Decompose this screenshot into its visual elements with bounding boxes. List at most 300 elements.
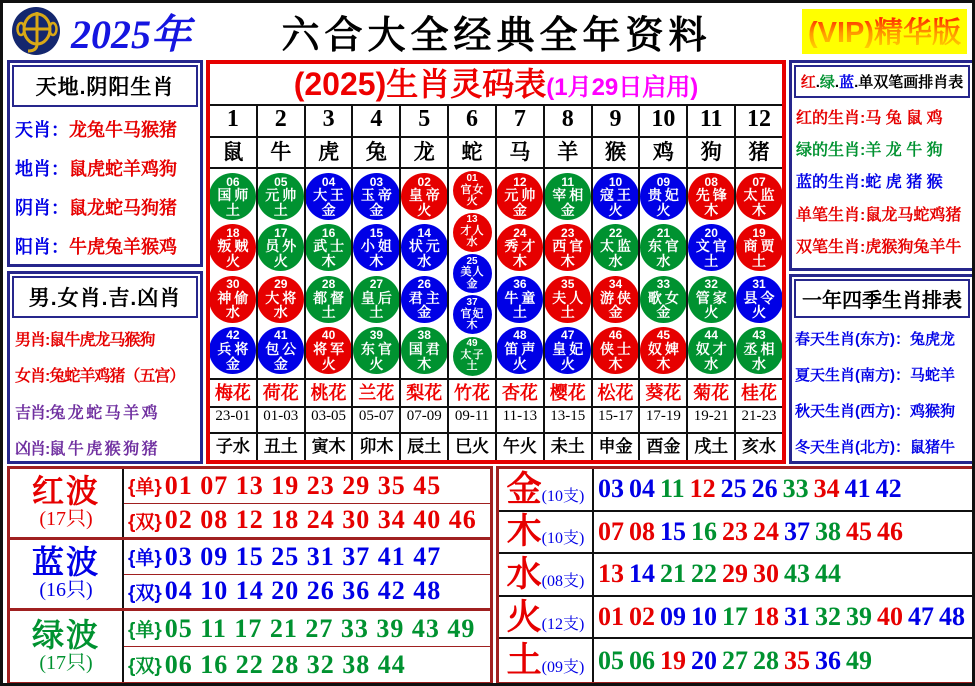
element-number: 36 (815, 645, 841, 675)
ball-title: 县令 (743, 289, 778, 306)
element-number: 11 (660, 474, 685, 504)
ball-title: 国君 (408, 340, 443, 357)
ball-title: 东官 (360, 340, 395, 357)
column-flower: 桃花 (306, 380, 352, 408)
element-number: 14 (629, 559, 655, 589)
number-ball (306, 173, 352, 220)
ball-element: 金 (369, 201, 384, 218)
ball-number: 02 (417, 174, 431, 189)
row-label: 冬天生肖(北方)： (795, 438, 910, 456)
wave-odd-row (124, 540, 490, 575)
column-zodiac: 狗 (688, 138, 734, 169)
odd-tag: {单} (128, 477, 162, 499)
ball-number: 20 (704, 225, 718, 240)
row-value: 龙兔牛马猴猪 (69, 119, 177, 140)
element-number: 09 (660, 602, 686, 632)
column-hours: 05-07 (353, 408, 399, 434)
row-value: 鼠龙蛇马狗猪 (69, 197, 177, 218)
ball-element: 火 (560, 355, 575, 372)
element-numbers (594, 597, 972, 638)
ball-number: 10 (608, 174, 623, 189)
column-branch: 寅木 (311, 437, 346, 456)
wave-label (10, 469, 124, 537)
element-row (499, 469, 972, 512)
zodiac-code-table (206, 60, 786, 464)
ball-title: 大将 (265, 289, 300, 306)
element-numbers (594, 639, 972, 682)
element-label (499, 469, 594, 510)
column-hours: 13-15 (545, 408, 591, 434)
ball-title: 将军 (313, 340, 348, 357)
row-value: 鼠 牛 虎 猴 狗 猪 (49, 441, 157, 459)
ball-element: 火 (752, 304, 767, 321)
ball-number: 49 (466, 338, 478, 350)
ball-element: 金 (273, 355, 288, 372)
ball-number: 01 (466, 173, 478, 185)
zodiac-column (545, 106, 593, 460)
ball-number: 35 (561, 277, 575, 292)
element-count: (10支) (541, 487, 585, 505)
ball-element: 木 (560, 253, 575, 270)
number-ball (545, 276, 591, 323)
row-value: 鼠牛虎龙马猴狗 (49, 331, 155, 349)
element-number: 10 (691, 602, 717, 632)
column-hours: 17-19 (640, 408, 686, 434)
row-label: 凶肖: (15, 441, 50, 459)
ball-number: 39 (369, 328, 384, 343)
element-number: 22 (691, 559, 717, 589)
row-label: 天肖： (15, 119, 69, 140)
ball-title: 元帅 (265, 187, 300, 204)
ball-title: 神偷 (217, 289, 252, 306)
ball-element: 火 (225, 253, 240, 270)
element-number: 40 (877, 602, 903, 632)
column-number: 10 (640, 106, 686, 138)
element-number: 47 (908, 602, 934, 632)
number-ball (497, 224, 543, 271)
number-ball (593, 327, 639, 374)
ball-title: 商贾 (743, 238, 778, 255)
column-branch: 戌土 (694, 437, 729, 456)
season-row (795, 400, 969, 421)
element-number: 46 (877, 516, 903, 546)
ball-number: 37 (466, 297, 478, 309)
zodiac-column (353, 106, 401, 460)
zodiac-column (593, 106, 641, 460)
column-branch: 子水 (215, 437, 250, 456)
ball-element: 土 (704, 253, 719, 270)
panel-title: 男.女肖.吉.凶肖 (12, 276, 198, 318)
five-element-panel (496, 466, 975, 685)
row-value: 鼠猪牛 (910, 438, 956, 456)
number-ball (593, 224, 639, 271)
element-number: 44 (815, 559, 841, 589)
number-ball (453, 295, 492, 334)
ball-number: 38 (417, 328, 431, 343)
column-branch: 未土 (550, 437, 585, 456)
ball-number: 05 (274, 174, 288, 189)
ball-title: 皇妃 (552, 340, 587, 357)
ball-number: 04 (321, 174, 336, 189)
element-label (499, 639, 594, 682)
column-number: 11 (688, 106, 734, 138)
ball-number: 11 (561, 174, 575, 189)
ball-number: 12 (513, 174, 527, 189)
title-segment: 绿 (819, 74, 835, 91)
column-zodiac: 兔 (353, 138, 399, 169)
number-ball (688, 173, 734, 220)
number-ball (640, 276, 686, 323)
row-label: 阳肖： (15, 236, 69, 257)
wave-color-panel (7, 466, 493, 685)
ball-title: 皇帝 (408, 187, 443, 204)
column-number: 8 (545, 106, 591, 138)
ball-element: 土 (512, 304, 527, 321)
ball-element: 木 (466, 319, 478, 332)
element-number: 29 (722, 559, 748, 589)
element-number: 12 (689, 474, 716, 504)
wave-odd-numbers: 01 07 13 19 23 29 35 45 (164, 470, 442, 500)
element-number: 45 (846, 516, 872, 546)
ball-stack (545, 169, 591, 380)
column-flower: 菊花 (688, 380, 734, 408)
vip-badge-text: (VIP)精华版 (807, 16, 961, 49)
element-number: 20 (691, 645, 717, 675)
element-number: 01 (598, 602, 624, 632)
ball-element: 金 (656, 304, 671, 321)
column-zodiac: 牛 (258, 138, 304, 169)
column-branch: 丑土 (263, 437, 298, 456)
wave-name: 绿波 (31, 616, 100, 653)
row-label: 春天生肖(东方)： (795, 330, 910, 348)
element-number: 34 (813, 474, 840, 504)
zodiac-column (258, 106, 306, 460)
number-ball (736, 276, 782, 323)
column-flower: 梨花 (401, 380, 447, 408)
ball-title: 都督 (313, 289, 348, 306)
number-ball (258, 224, 304, 271)
element-count: (10支) (541, 530, 585, 548)
wave-even-numbers: 04 10 14 20 26 36 42 48 (164, 576, 442, 606)
number-ball (545, 173, 591, 220)
number-ball (545, 327, 591, 374)
element-number: 41 (844, 474, 871, 504)
ball-element: 土 (560, 304, 575, 321)
element-number: 07 (598, 516, 624, 546)
ball-element: 木 (704, 201, 719, 218)
ball-number: 18 (226, 225, 240, 240)
ball-element: 水 (417, 253, 432, 270)
ball-number: 17 (274, 225, 288, 240)
number-ball (353, 276, 399, 323)
column-zodiac: 虎 (306, 138, 352, 169)
ball-number: 03 (369, 174, 384, 189)
ball-number: 44 (704, 328, 718, 343)
wave-even-numbers: 06 16 22 28 32 38 44 (164, 649, 406, 679)
column-hours: 03-05 (306, 408, 352, 434)
ball-title: 东官 (647, 238, 682, 255)
number-ball (497, 276, 543, 323)
number-ball (688, 327, 734, 374)
season-row (795, 436, 969, 457)
element-numbers (594, 469, 972, 510)
element-number: 08 (629, 516, 655, 546)
number-ball (306, 276, 352, 323)
column-hours: 11-13 (497, 408, 543, 434)
row-label: 男肖: (15, 331, 50, 349)
number-ball (210, 327, 256, 374)
column-number: 2 (258, 106, 304, 138)
row-label: 双笔生肖: (796, 239, 866, 257)
ball-element: 火 (704, 304, 719, 321)
ball-element: 土 (369, 304, 384, 321)
element-number: 33 (782, 474, 809, 504)
ball-number: 13 (466, 214, 478, 226)
ball-title: 官女 (460, 183, 485, 196)
ball-title: 叛贼 (217, 238, 252, 255)
wave-numbers (124, 469, 490, 537)
ball-element: 金 (512, 201, 527, 218)
row-value: 鼠虎蛇羊鸡狗 (69, 158, 177, 179)
column-branch: 午火 (502, 437, 537, 456)
table-title-sub: (1月29日启用) (546, 74, 699, 101)
element-number: 27 (722, 645, 748, 675)
element-number: 38 (815, 516, 841, 546)
column-flower: 竹花 (449, 380, 495, 408)
zodiac-column (497, 106, 545, 460)
wave-section (10, 611, 490, 682)
wave-odd-row (124, 469, 490, 504)
column-flower: 桂花 (736, 380, 782, 408)
element-number: 48 (939, 602, 965, 632)
wave-odd-numbers: 03 09 15 25 31 37 41 47 (164, 541, 442, 571)
row-value: 兔虎龙 (910, 330, 956, 348)
zodiac-column (306, 106, 354, 460)
element-numbers (594, 554, 972, 595)
ball-number: 29 (274, 277, 288, 292)
title-segment: . (815, 74, 820, 91)
wave-name: 红波 (31, 473, 100, 509)
zodiac-category-row (796, 169, 968, 192)
column-number: 6 (449, 106, 495, 138)
zodiac-category-row (15, 363, 195, 386)
season-row (795, 328, 969, 349)
zodiac-category-row (796, 234, 968, 257)
element-number: 39 (846, 602, 872, 632)
number-ball (210, 173, 256, 220)
row-value: 兔蛇羊鸡猪（五宫） (49, 368, 185, 386)
ball-title: 管家 (695, 289, 730, 306)
even-tag: {双} (128, 656, 162, 677)
ball-title: 丞相 (743, 340, 778, 357)
column-branch: 酉金 (646, 437, 681, 456)
title-segment: 单双笔画排肖表 (858, 74, 964, 91)
element-number: 26 (751, 474, 778, 504)
ball-element: 水 (704, 355, 719, 372)
element-name: 土 (506, 641, 542, 681)
ball-element: 金 (608, 304, 623, 321)
ball-number: 28 (321, 277, 336, 292)
title-segment: 蓝 (839, 74, 855, 91)
number-ball (736, 224, 782, 271)
ball-element: 火 (608, 201, 623, 218)
column-branch: 申金 (598, 437, 633, 456)
ball-number: 36 (513, 277, 527, 292)
row-value: 马蛇羊 (910, 366, 956, 384)
ball-number: 23 (561, 225, 575, 240)
ball-element: 木 (417, 355, 432, 372)
column-zodiac: 猴 (593, 138, 639, 169)
ball-element: 土 (321, 304, 336, 321)
number-ball (688, 224, 734, 271)
column-hours: 07-09 (401, 408, 447, 434)
ball-element: 土 (273, 201, 288, 218)
ball-title: 宰相 (552, 187, 587, 204)
wave-count: (17只) (39, 651, 93, 674)
ball-element: 金 (225, 355, 240, 372)
element-number: 31 (784, 602, 810, 632)
column-zodiac: 鸡 (640, 138, 686, 169)
ball-stack (736, 169, 782, 380)
row-label: 吉肖: (15, 404, 50, 422)
element-label (499, 512, 594, 553)
ball-title: 游侠 (600, 289, 635, 306)
number-ball (688, 276, 734, 323)
ball-title: 美人 (460, 266, 485, 279)
ball-title: 夫人 (552, 289, 587, 306)
element-number: 25 (720, 474, 747, 504)
ball-number: 09 (656, 174, 671, 189)
table-title-main: (2025)生肖灵码表 (293, 66, 547, 102)
element-number: 18 (753, 602, 779, 632)
row-label: 女肖: (15, 368, 50, 386)
ball-stack (640, 169, 686, 380)
number-ball (306, 327, 352, 374)
column-branch: 亥水 (742, 437, 777, 456)
zodiac-category-row (15, 116, 195, 142)
column-hours: 23-01 (210, 408, 256, 434)
ball-number: 21 (656, 225, 671, 240)
column-zodiac: 猪 (736, 138, 782, 169)
color-stroke-panel (789, 60, 975, 271)
column-zodiac: 羊 (545, 138, 591, 169)
number-ball (640, 327, 686, 374)
number-ball (640, 224, 686, 271)
element-number: 49 (846, 645, 872, 675)
ball-title: 官妃 (460, 307, 485, 320)
ball-element: 木 (608, 355, 623, 372)
right-top-rows (792, 100, 972, 262)
ball-element: 火 (321, 355, 336, 372)
season-row (795, 364, 969, 385)
ball-title: 奴才 (695, 340, 730, 357)
number-ball (401, 224, 447, 271)
element-number: 03 (598, 474, 624, 504)
zodiac-category-row (15, 155, 195, 181)
wave-numbers (124, 611, 490, 682)
ball-number: 07 (752, 174, 766, 189)
ball-title: 小姐 (360, 238, 395, 255)
ball-element: 水 (273, 304, 288, 321)
zodiac-column (736, 106, 782, 460)
ball-number: 30 (226, 277, 240, 292)
wave-even-row (124, 575, 490, 609)
element-number: 23 (722, 516, 748, 546)
number-ball (453, 337, 492, 376)
wave-numbers (124, 540, 490, 608)
wave-even-row (124, 647, 490, 682)
element-name: 木 (506, 512, 542, 552)
wave-count: (17只) (39, 508, 93, 530)
element-name: 水 (506, 554, 542, 594)
element-number: 19 (660, 645, 686, 675)
column-zodiac: 龙 (401, 138, 447, 169)
ball-title: 大王 (313, 187, 348, 204)
number-ball (353, 327, 399, 374)
ball-number: 25 (466, 255, 478, 267)
number-ball (453, 171, 492, 210)
ball-number: 24 (513, 225, 527, 240)
ball-element: 水 (656, 253, 671, 270)
ball-number: 06 (226, 174, 240, 189)
ball-title: 秀才 (504, 238, 539, 255)
ball-number: 27 (369, 277, 384, 292)
column-zodiac: 马 (497, 138, 543, 169)
row-value: 兔 龙 蛇 马 羊 鸡 (49, 404, 157, 422)
column-number: 12 (736, 106, 782, 138)
number-ball (497, 173, 543, 220)
ball-stack (449, 169, 495, 380)
four-seasons-panel (789, 274, 975, 464)
ball-element: 木 (369, 253, 384, 270)
zodiac-category-row (15, 233, 195, 259)
title-segment: . (834, 74, 840, 91)
column-number: 5 (401, 106, 447, 138)
zodiac-column (449, 106, 497, 460)
ball-number: 43 (752, 328, 766, 343)
element-row (499, 554, 972, 597)
ball-title: 国师 (217, 187, 252, 204)
wave-name: 蓝波 (31, 544, 100, 580)
wave-even-numbers: 02 08 12 18 24 30 34 40 46 (164, 505, 477, 535)
element-number: 15 (660, 516, 686, 546)
ball-stack (593, 169, 639, 380)
ball-element: 土 (466, 360, 478, 373)
ball-title: 笛声 (504, 340, 539, 357)
ball-element: 土 (225, 201, 240, 218)
element-row (499, 597, 972, 640)
row-label: 绿的生肖: (796, 142, 866, 160)
element-numbers (594, 512, 972, 553)
ball-stack (210, 169, 256, 380)
row-label: 阴肖： (15, 197, 69, 218)
number-ball (210, 224, 256, 271)
ball-stack (353, 169, 399, 380)
element-number: 02 (629, 602, 655, 632)
element-count: (08支) (541, 572, 585, 590)
number-ball (453, 213, 492, 252)
ball-stack (401, 169, 447, 380)
column-flower: 梅花 (210, 380, 256, 408)
wave-count: (16只) (39, 579, 93, 601)
ball-number: 08 (704, 174, 718, 189)
column-branch: 巳火 (455, 437, 490, 456)
zodiac-category-row (15, 194, 195, 220)
ball-title: 玉帝 (360, 187, 395, 204)
ball-element: 金 (466, 277, 478, 290)
zodiac-category-row (796, 202, 968, 225)
ball-element: 木 (752, 201, 767, 218)
